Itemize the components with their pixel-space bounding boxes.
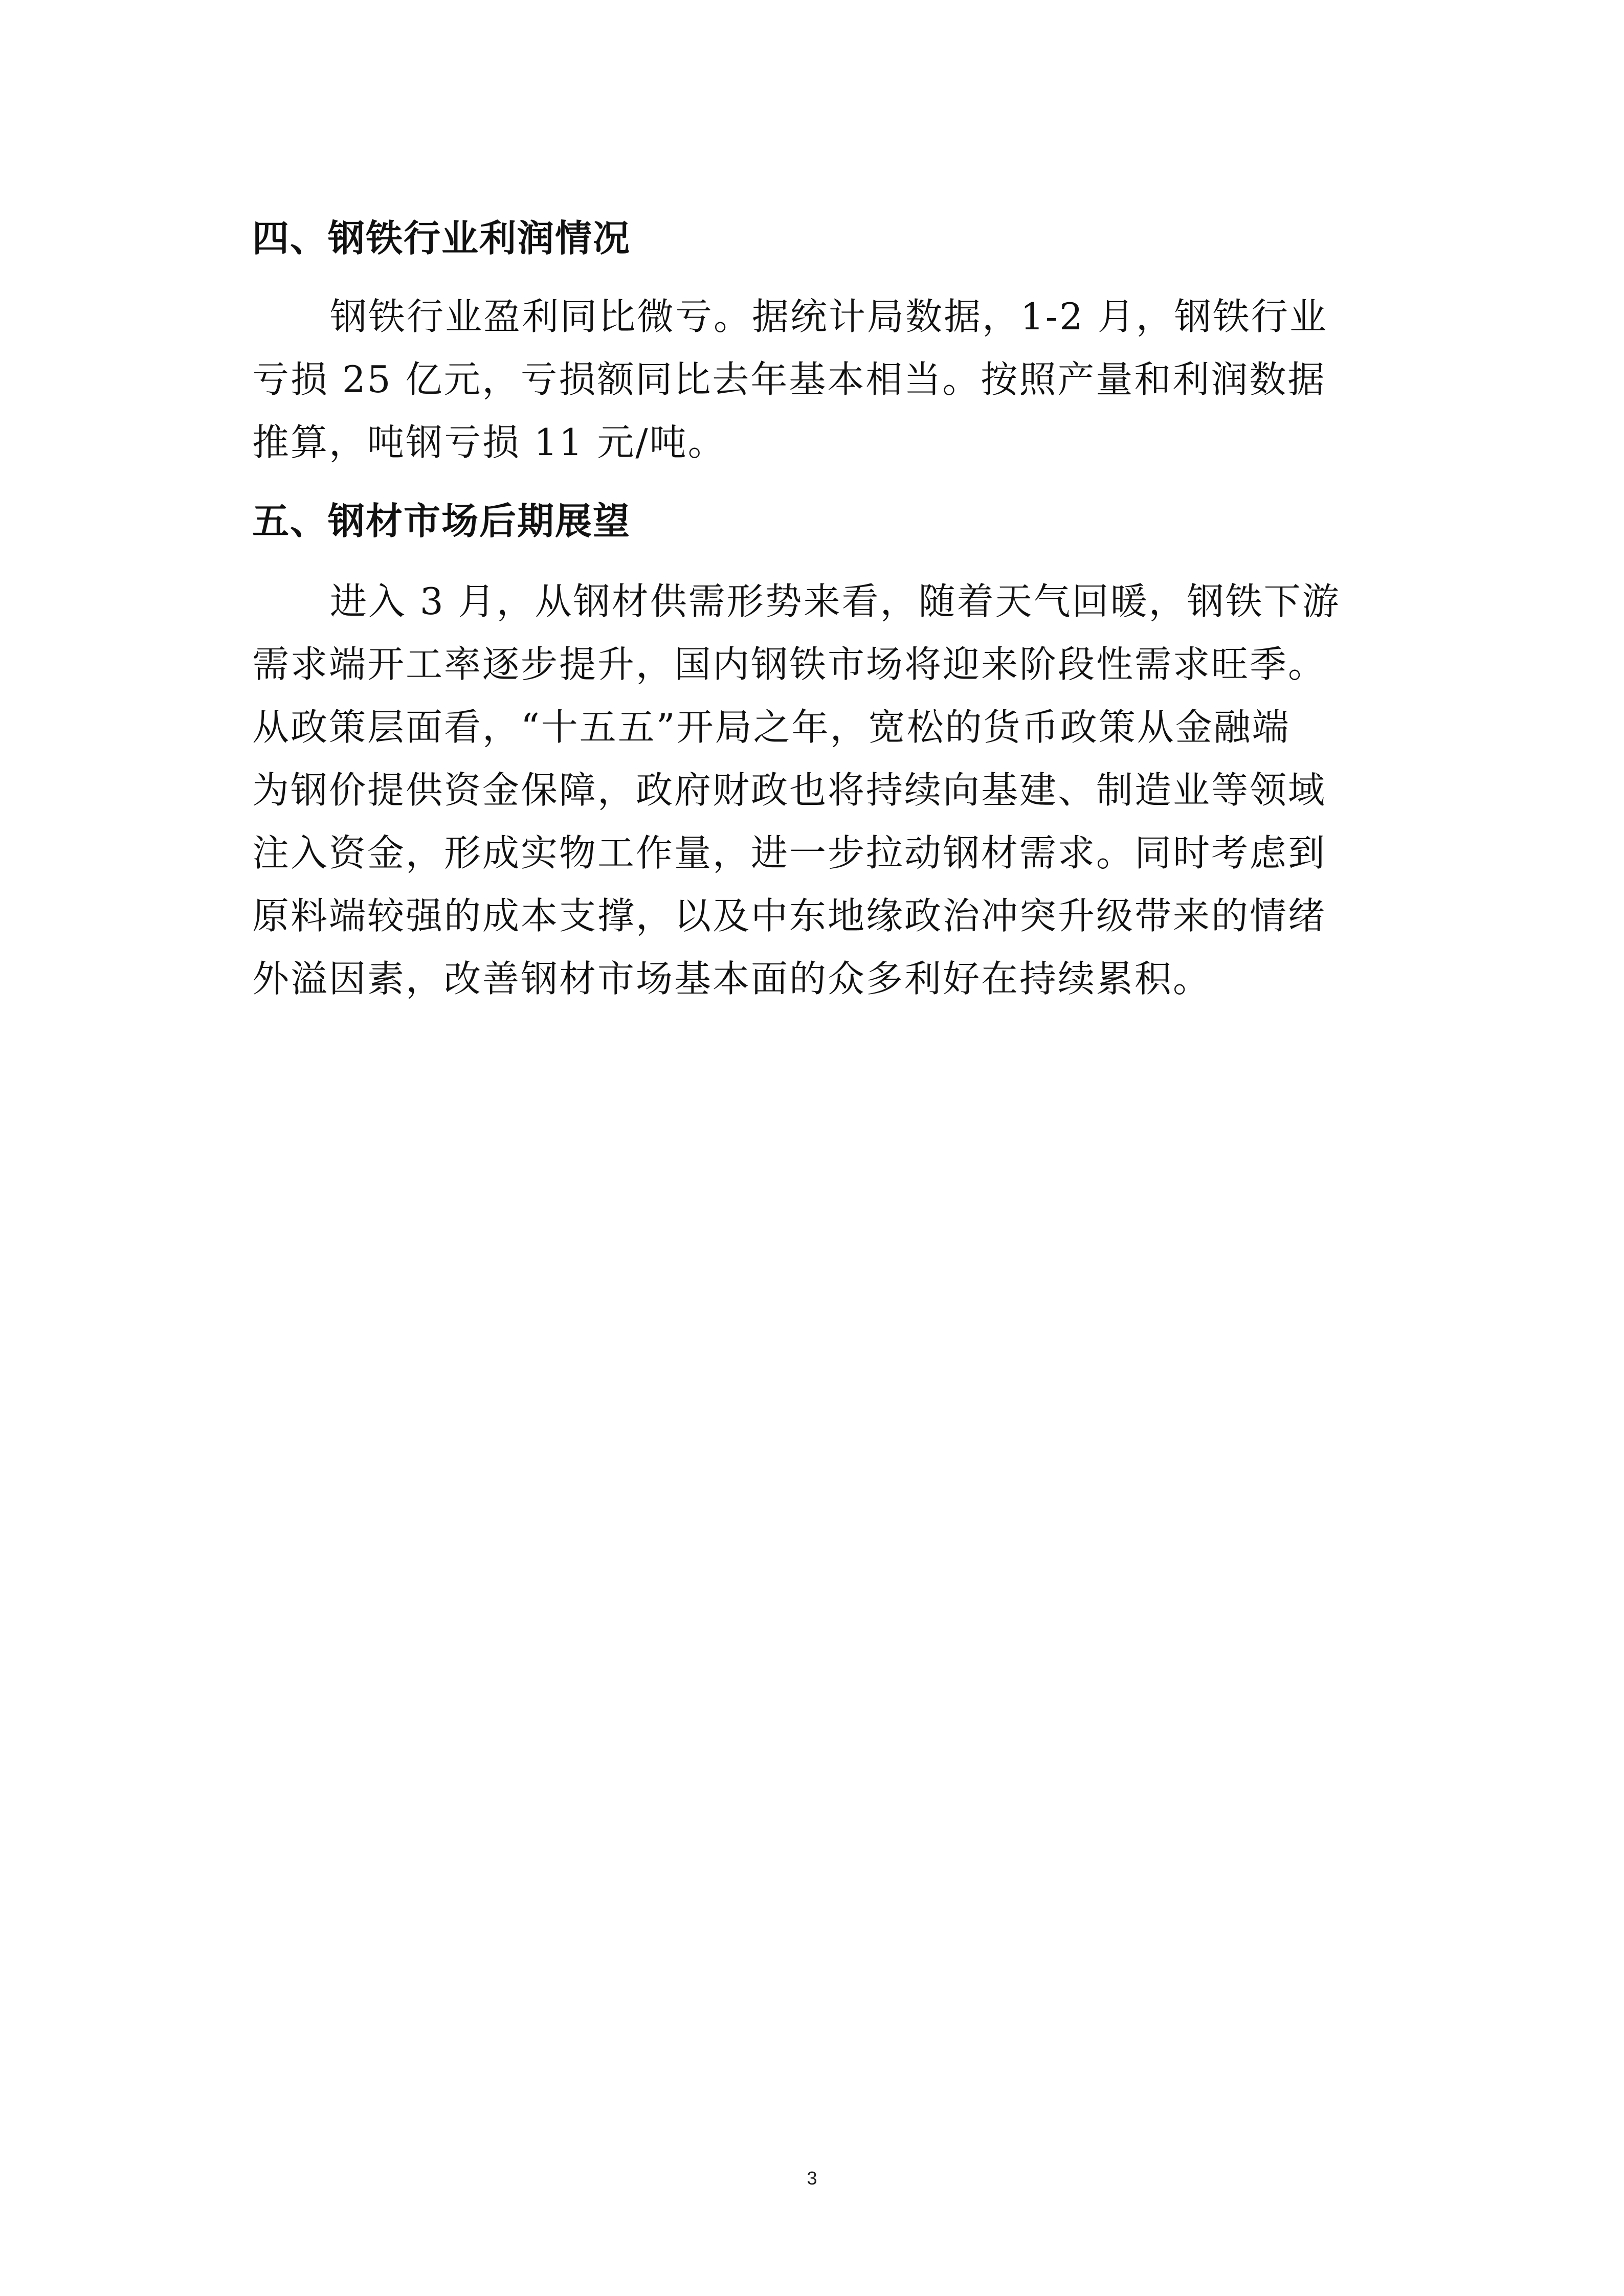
section-heading-profit: 四、钢铁行业利润情况 xyxy=(252,217,631,260)
paragraph-outlook xyxy=(252,570,1377,1010)
paragraph-line: 进入 3 月，从钢材供需形势来看，随着天气回暖，钢铁下游 xyxy=(330,580,1341,623)
paragraph-line: 外溢因素，改善钢材市场基本面的众多利好在持续累积。 xyxy=(252,957,1212,1000)
paragraph-line: 为钢价提供资金保障，政府财政也将持续向基建、制造业等领域 xyxy=(252,769,1327,812)
paragraph-line: 亏损 25 亿元，亏损额同比去年基本相当。按照产量和利润数据 xyxy=(252,358,1326,401)
paragraph-line: 推算，吨钢亏损 11 元/吨。 xyxy=(252,421,726,464)
paragraph-line: 注入资金，形成实物工作量，进一步拉动钢材需求。同时考虑到 xyxy=(252,831,1327,874)
page-number: 3 xyxy=(807,2168,817,2189)
paragraph-line: 钢铁行业盈利同比微亏。据统计局数据，1-2 月，钢铁行业 xyxy=(330,295,1328,338)
page-content xyxy=(252,210,1377,1010)
paragraph-line: 从政策层面看，“十五五”开局之年，宽松的货币政策从金融端 xyxy=(252,706,1291,749)
paragraph-line: 需求端开工率逐步提升，国内钢铁市场将迎来阶段性需求旺季。 xyxy=(252,643,1327,686)
section-heading-outlook: 五、钢材市场后期展望 xyxy=(252,500,631,543)
paragraph-line: 原料端较强的成本支撑，以及中东地缘政治冲突升级带来的情绪 xyxy=(252,894,1327,937)
paragraph-profit xyxy=(252,285,1377,474)
